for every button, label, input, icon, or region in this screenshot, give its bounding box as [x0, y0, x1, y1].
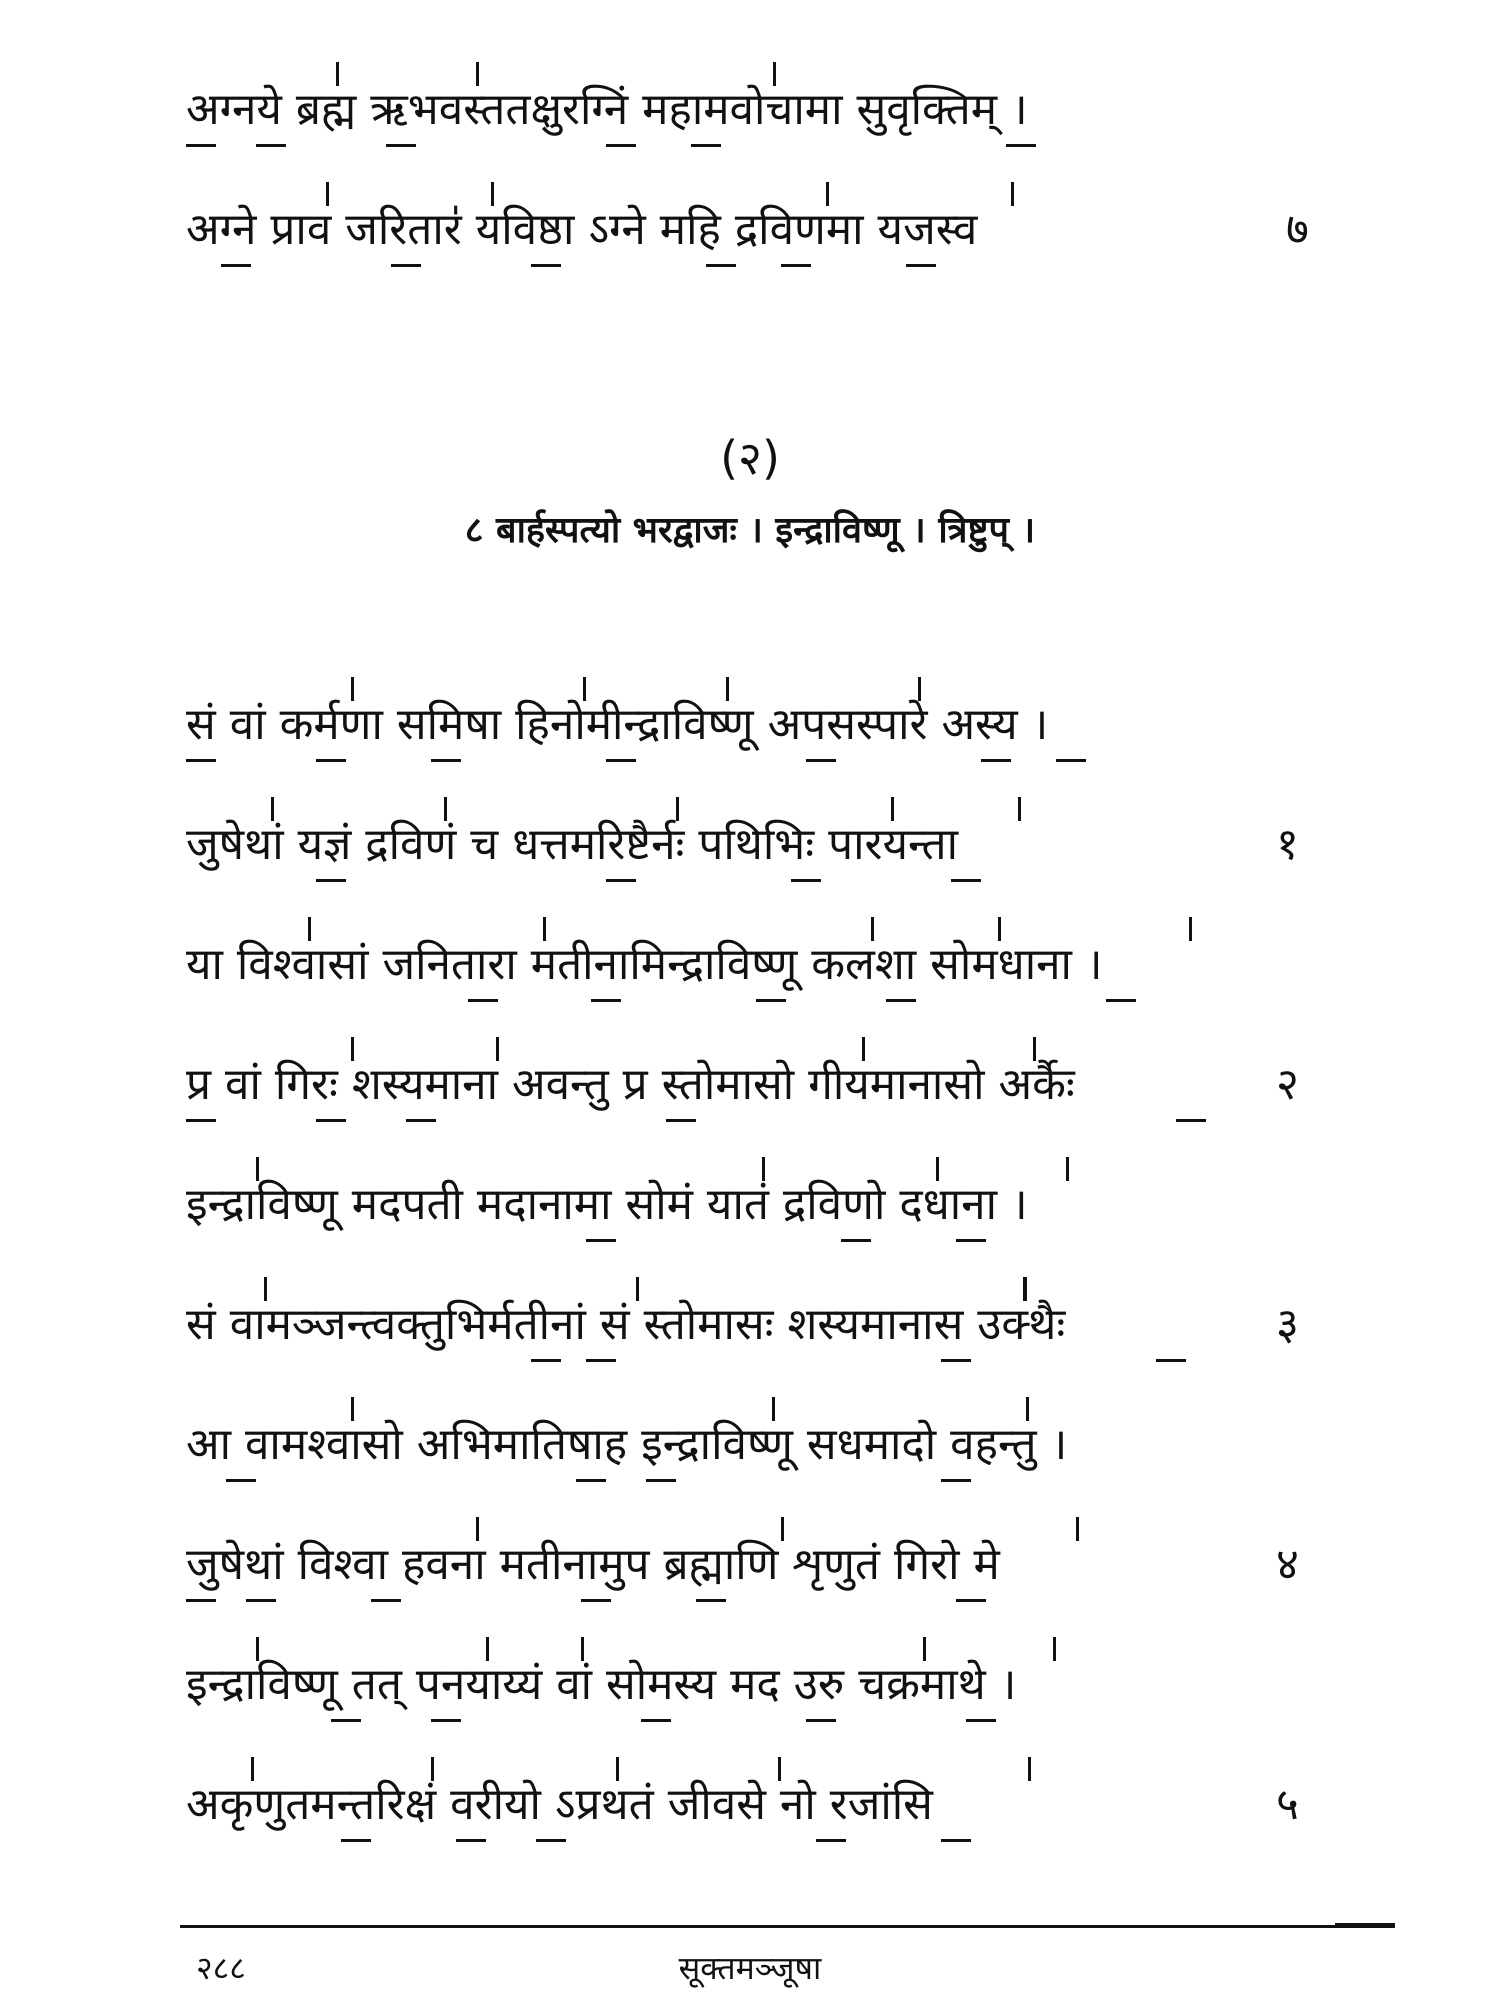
anudatta-mark	[386, 144, 416, 147]
footer-divider	[180, 1925, 1395, 1928]
anudatta-mark	[706, 264, 736, 267]
verse-text: जुषेथां यज्ञं द्रविणं च धत्तमरिष्टैर्नः पथिभिः पारयन्ता	[186, 819, 959, 870]
verse-number: २	[1276, 1059, 1299, 1110]
anudatta-mark	[816, 1839, 846, 1842]
anudatta-mark	[646, 1479, 676, 1482]
verse-line	[186, 1255, 1436, 1375]
anudatta-mark	[186, 759, 216, 762]
anudatta-mark	[586, 1239, 616, 1242]
verse-number: ४	[1276, 1539, 1299, 1590]
verse-line	[186, 1735, 1436, 1855]
anudatta-mark	[641, 1719, 671, 1722]
anudatta-mark	[391, 264, 421, 267]
anudatta-mark	[221, 264, 251, 267]
anudatta-mark	[431, 759, 461, 762]
anudatta-mark	[906, 264, 936, 267]
verse-text: इन्द्राविष्णू तत् पनयाय्यं वां सोमस्य मद उरु चक्रमाथे ।	[186, 1659, 1017, 1710]
verse-text: अकृणुतमन्तरिक्षं वरीयो ऽप्रथतं जीवसे नो रजांसि	[186, 1779, 933, 1830]
anudatta-mark	[956, 1239, 986, 1242]
anudatta-mark	[468, 999, 498, 1002]
anudatta-mark	[606, 144, 636, 147]
anudatta-mark	[536, 1839, 566, 1842]
verse-text: जुषेथां विश्वा हवना मतीनामुप ब्रह्माणि शृणुतं गिरो मे	[186, 1539, 1000, 1590]
anudatta-mark	[456, 1839, 486, 1842]
anudatta-mark	[886, 999, 916, 1002]
verse-number: ५	[1276, 1779, 1299, 1830]
verse-line	[186, 775, 1436, 895]
anudatta-mark	[246, 1599, 276, 1602]
anudatta-mark	[591, 999, 621, 1002]
verse-number: १	[1276, 819, 1299, 870]
anudatta-mark	[406, 1119, 436, 1122]
verse-line	[186, 1135, 1436, 1255]
anudatta-mark	[1156, 1359, 1186, 1362]
anudatta-mark	[531, 1359, 561, 1362]
anudatta-mark	[791, 879, 821, 882]
udatta-mark	[1011, 182, 1014, 206]
anudatta-mark	[956, 1599, 986, 1602]
verse-number: ३	[1276, 1299, 1299, 1350]
anudatta-mark	[606, 759, 636, 762]
verse-line	[186, 1375, 1436, 1495]
verse-text: या विश्वासां जनितारा मतीनामिन्द्राविष्णू कलशा सोमधाना ।	[186, 939, 1103, 990]
book-title: सूक्तमञ्जूषा	[678, 1949, 822, 1987]
anudatta-mark	[316, 759, 346, 762]
anudatta-mark	[256, 144, 286, 147]
verse-text: सं वामञ्जन्त्वक्तुभिर्मतीनां सं स्तोमासः शस्यमानास उक्थैः	[186, 1299, 1066, 1350]
verse-number: ७	[1286, 204, 1309, 255]
anudatta-mark	[1176, 1119, 1206, 1122]
anudatta-mark	[756, 999, 786, 1002]
anudatta-mark	[941, 1839, 971, 1842]
verse-text: इन्द्राविष्णू मदपती मदानामा सोमं यातं द्रविणो दधाना ।	[186, 1179, 1028, 1230]
verse-line	[186, 40, 1436, 160]
anudatta-mark	[576, 1479, 606, 1482]
verse-text: प्र वां गिरः शस्यमाना अवन्तु प्र स्तोमासो गीयमानासो अर्कैः	[186, 1059, 1075, 1110]
verse-line	[186, 1495, 1436, 1615]
anudatta-mark	[1106, 999, 1136, 1002]
anudatta-mark	[841, 1239, 871, 1242]
verse-text: अग्ने प्राव जरितार॑ यविष्ठा ऽग्ने महि द्रविणमा यजस्व	[186, 204, 978, 255]
anudatta-mark	[1056, 759, 1086, 762]
anudatta-mark	[186, 144, 216, 147]
anudatta-mark	[1006, 144, 1036, 147]
anudatta-mark	[966, 1719, 996, 1722]
hymn-meta: ८ बार्हस्पत्यो भरद्वाजः । इन्द्राविष्णू । त्रिष्टुप् ।	[464, 510, 1036, 551]
anudatta-mark	[316, 879, 346, 882]
verse-line	[186, 1015, 1436, 1135]
udatta-mark	[1053, 1637, 1056, 1661]
anudatta-mark	[186, 1119, 216, 1122]
anudatta-mark	[331, 1719, 361, 1722]
anudatta-mark	[941, 1479, 971, 1482]
anudatta-mark	[951, 879, 981, 882]
udatta-mark	[1066, 1157, 1069, 1181]
verse-line	[186, 895, 1436, 1015]
anudatta-mark	[606, 879, 636, 882]
anudatta-mark	[431, 1719, 461, 1722]
verse-text: अग्नये ब्रह्म ऋभवस्ततक्षुरग्निं महामवोचामा सुवृक्तिम् ।	[186, 84, 1028, 135]
verse-line	[186, 1615, 1436, 1735]
anudatta-mark	[186, 1599, 216, 1602]
anudatta-mark	[941, 1359, 971, 1362]
anudatta-mark	[316, 1119, 346, 1122]
anudatta-mark	[806, 1719, 836, 1722]
anudatta-mark	[691, 144, 721, 147]
udatta-mark	[1028, 1757, 1031, 1781]
udatta-mark	[1018, 797, 1021, 821]
verse-text: सं वां कर्मणा समिषा हिनोमीन्द्राविष्णू अपसस्पारे अस्य ।	[186, 699, 1049, 750]
udatta-mark	[1076, 1517, 1079, 1541]
anudatta-mark	[586, 1359, 616, 1362]
anudatta-mark	[806, 759, 836, 762]
verse-line	[186, 160, 1436, 280]
anudatta-mark	[781, 264, 811, 267]
anudatta-mark	[226, 1479, 256, 1482]
anudatta-mark	[696, 1599, 726, 1602]
udatta-mark	[1189, 917, 1192, 941]
anudatta-mark	[666, 1119, 696, 1122]
anudatta-mark	[531, 264, 561, 267]
hymn-number: (२)	[720, 431, 780, 485]
anudatta-mark	[341, 1839, 371, 1842]
anudatta-mark	[371, 1599, 401, 1602]
anudatta-mark	[581, 1599, 611, 1602]
verse-text: आ वामश्वासो अभिमातिषाह इन्द्राविष्णू सधमादो वहन्तु ।	[186, 1419, 1068, 1470]
anudatta-mark	[981, 759, 1011, 762]
verse-line	[186, 655, 1436, 775]
page-number: २८८	[196, 1949, 246, 1987]
